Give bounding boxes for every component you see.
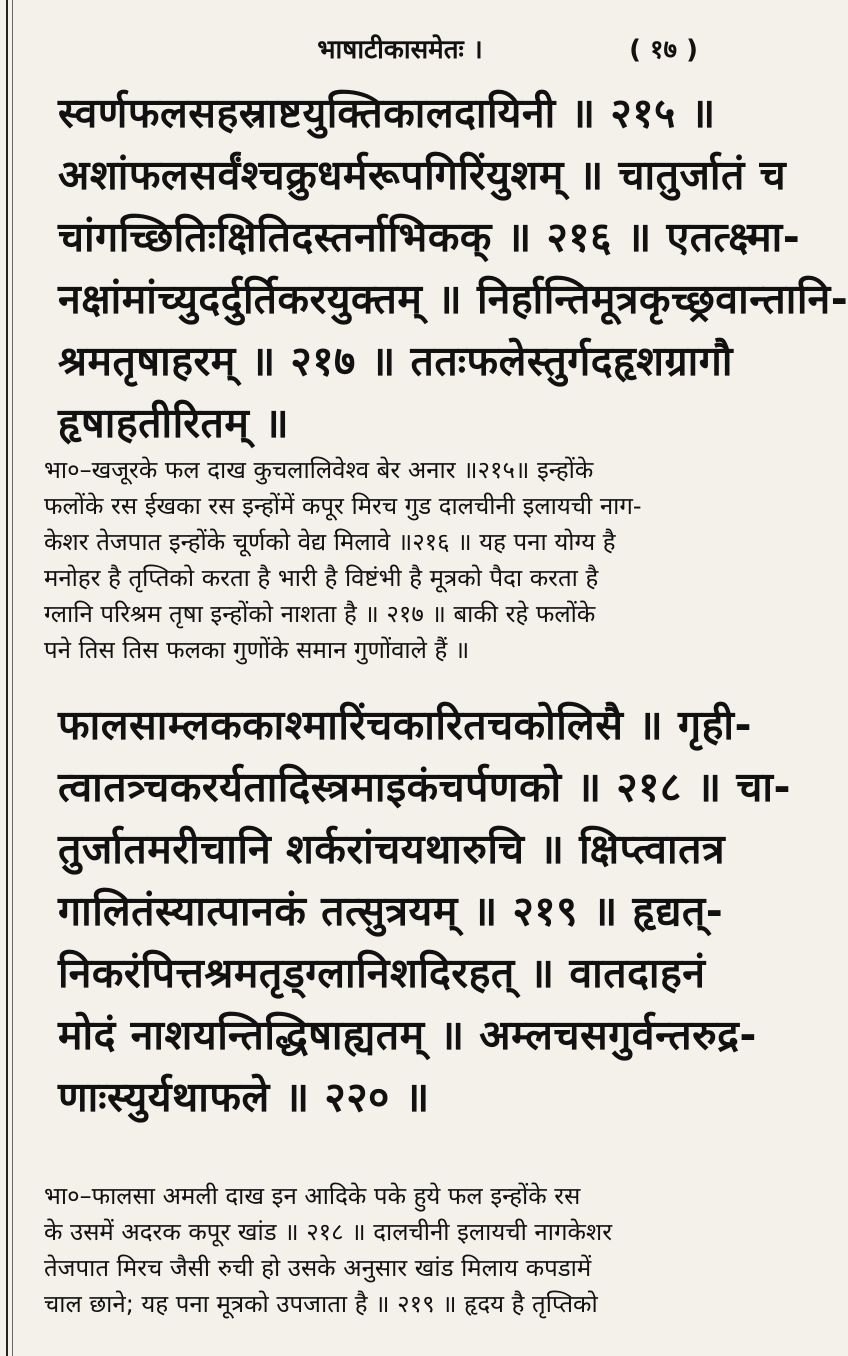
verse-line: त्वातत्र्चकरर्यतादिस्त्रमाइकंचर्पणको ॥ २१८ ॥ चा- [58,763,792,811]
verse-line: श्रमतृषाहरम् ॥ २१७ ॥ ततःफलेस्तुर्गदहृशग्रागौ [58,337,733,385]
commentary-line: फलोंके रस ईखका रस इन्होंमें कपूर मिरच गुड दालचीनी इलायची नाग- [44,492,642,520]
commentary-line: तेजपात मिरच जैसी रुची हो उसके अनुसार खांड मिलाय कपडामें [44,1254,592,1282]
running-header [40,28,760,68]
sanskrit-verse-block-2 [58,694,792,1128]
header-title: भाषाटीकासमेतः । [317,35,483,65]
verse-line: अशांफलसर्वंश्चक्रुधर्मरूपगिरिंयुशम् ॥ चातुर्जातं च [58,151,787,199]
verse-line: स्वर्णफलसहस्राष्टयुक्तिकालदायिनी ॥ २१५ ॥ [58,89,716,137]
verse-line: हृषाहतीरितम् ॥ [58,399,290,447]
verse-line: निकरंपित्तश्रमतृड्ग्लानिशदिरहत् ॥ वातदाहनं [58,949,706,997]
verse-line: चांगच्छितिःक्षितिदस्तर्नाभिकक् ॥ २१६ ॥ एतत्क्ष्मा- [58,213,801,261]
commentary-line: ग्लानि परिश्रम तृषा इन्होंको नाशता है ॥ २१७ ॥ बाकी रहे फलोंके [44,600,596,628]
commentary-line: भा०–फालसा अमली दाख इन आदिके पके हुये फल इन्होंके रस [44,1182,581,1210]
commentary-line: के उसमें अदरक कपूर खांड ॥ २१८ ॥ दालचीनी इलायची नागकेशर [44,1218,613,1246]
page-edge-rule [6,0,8,1356]
commentary-line: मनोहर है तृप्तिको करता है भारी है विष्टंभी है मूत्रको पैदा करता है [44,564,599,592]
verse-line: फालसाम्लककाश्मारिंचकारितचकोलिसै ॥ गृही- [58,701,753,749]
verse-line: तुर्जातमरीचानि शर्करांचयथारुचि ॥ क्षिप्त्वातत्र [58,825,726,873]
commentary-line: भा०–खजूरके फल दाख कुचलालिवेश्व बेर अनार ॥२१५॥ इन्होंके [44,456,594,484]
hindi-commentary-block-2 [44,1178,760,1322]
page-number: ( १७ ) [629,35,698,65]
verse-line: नक्षांमांच्युदर्दुर्तिकरयुक्तम् ॥ निर्हान्तिमूत्रकृच्छ्रवान्तानि- [58,275,848,323]
hindi-commentary-block-1 [44,452,760,668]
sanskrit-verse-block-1 [58,82,848,454]
commentary-line: केशर तेजपात इन्होंके चूर्णको वेद्य मिलावे ॥२१६ ॥ यह पना योग्य है [44,528,616,556]
commentary-line: चाल छाने; यह पना मूत्रको उपजाता है ॥ २१९ ॥ हृदय है तृप्तिको [44,1290,598,1318]
verse-line: मोदं नाशयन्तिद्धिषाह्यतम् ॥ अम्लचसगुर्वन्तरुद्र- [58,1011,757,1059]
verse-line: गालितंस्यात्पानकं तत्सुत्रयम् ॥ २१९ ॥ हृद्यत्- [58,887,724,935]
page-edge-rule-inner [12,0,13,1356]
verse-line: णाःस्युर्यथाफले ॥ २२० ॥ [58,1073,430,1121]
commentary-line: पने तिस तिस फलका गुणोंके समान गुणोंवाले हैं ॥ [44,636,470,664]
